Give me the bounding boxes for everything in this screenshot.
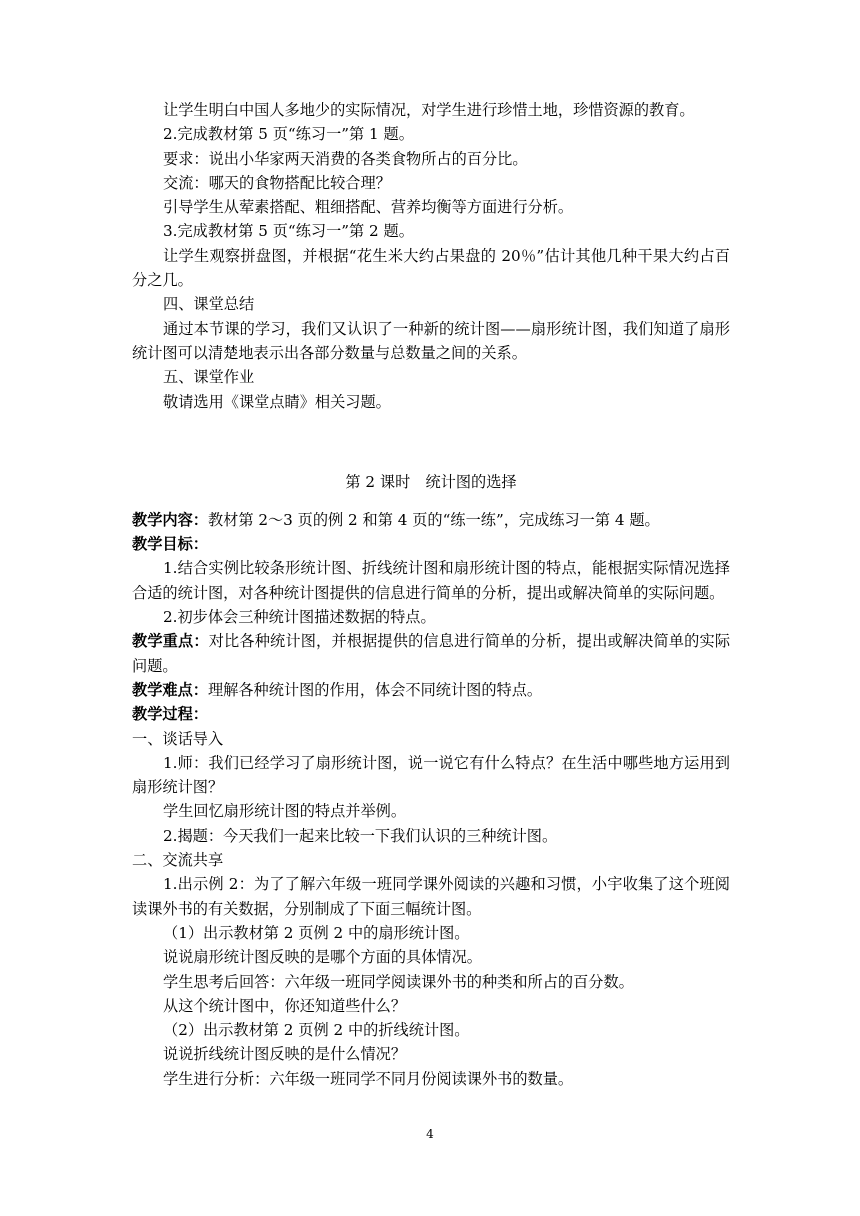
paragraph: 学生思考后回答：六年级一班同学阅读课外书的种类和所占的百分数。 xyxy=(163,972,634,991)
paragraph: 交流：哪天的食物搭配比较合理？ xyxy=(163,173,391,192)
paragraph: 2.完成教材第 5 页“练习一”第 1 题。 xyxy=(163,125,414,144)
spacer xyxy=(132,414,730,470)
document-page xyxy=(132,98,730,1091)
paragraph: 说说折线统计图反映的是什么情况？ xyxy=(163,1045,406,1064)
paragraph: 让学生明白中国人多地少的实际情况，对学生进行珍惜土地，珍惜资源的教育。 xyxy=(163,101,695,119)
page-number: 4 xyxy=(426,1127,434,1141)
section-heading: 二、交流共享 xyxy=(132,851,224,870)
key-line xyxy=(132,629,730,678)
content-text: 教材第 2～3 页的例 2 和第 4 页的“练一练”，完成练习一第 4 题。 xyxy=(207,510,660,529)
section-heading: 四、课堂总结 xyxy=(163,295,255,314)
paragraph: 1.师：我们已经学习了扇形统计图，说一说它有什么特点？在生活中哪些地方运用到扇形统计图？ xyxy=(132,753,730,797)
paragraph: 3.完成教材第 5 页“练习一”第 2 题。 xyxy=(163,222,414,241)
difficulty-line xyxy=(132,678,730,702)
paragraph: 1.出示例 2：为了了解六年级一班同学课外阅读的兴趣和习惯，小宇收集了这个班阅读课外书的有关数据，分别制成了下面三幅统计图。 xyxy=(132,875,730,918)
process-label: 教学过程： xyxy=(132,705,208,724)
paragraph: 从这个统计图中，你还知道些什么？ xyxy=(163,996,406,1015)
paragraph: 2.揭题：今天我们一起来比较一下我们认识的三种统计图。 xyxy=(163,826,558,845)
difficulty-label: 教学难点： xyxy=(132,680,208,699)
paragraph: 学生回忆扇形统计图的特点并举例。 xyxy=(163,802,406,821)
paragraph: 学生进行分析：六年级一班同学不同月份阅读课外书的数量。 xyxy=(163,1069,574,1088)
paragraph: 引导学生从荤素搭配、粗细搭配、营养均衡等方面进行分析。 xyxy=(163,198,574,217)
paragraph: 要求：说出小华家两天消费的各类食物所占的百分比。 xyxy=(163,149,528,168)
section-heading: 一、谈话导入 xyxy=(132,729,224,748)
paragraph: 通过本节课的学习，我们又认识了一种新的统计图——扇形统计图，我们知道了扇形统计图可以清楚地表示出各部分数量与总数量之间的关系。 xyxy=(132,319,730,362)
goals-label: 教学目标： xyxy=(132,535,208,554)
paragraph: 让学生观察拼盘图，并根据“花生米大约占果盘的 20％”估计其他几种干果大约占百分之几。 xyxy=(132,246,730,290)
section-heading: 五、课堂作业 xyxy=(163,368,255,387)
goal-item: 2.初步体会三种统计图描述数据的特点。 xyxy=(163,608,436,627)
key-label: 教学重点： xyxy=(132,632,209,651)
paragraph: 敬请选用《课堂点睛》相关习题。 xyxy=(163,392,391,411)
difficulty-text: 理解各种统计图的作用，体会不同统计图的特点。 xyxy=(207,680,543,699)
goal-item: 1.结合实例比较条形统计图、折线统计图和扇形统计图的特点，能根据实际情况选择合适的统计图，对各种统计图提供的信息进行简单的分析，提出或解决简单的实际问题。 xyxy=(132,559,730,602)
key-text: 对比各种统计图，并根据提供的信息进行简单的分析，提出或解决简单的实际问题。 xyxy=(132,632,731,675)
spacer xyxy=(132,494,730,508)
paragraph: （1）出示教材第 2 页例 2 中的扇形统计图。 xyxy=(163,923,470,942)
content-label: 教学内容： xyxy=(132,510,208,529)
lesson-title: 第 2 课时 统计图的选择 xyxy=(345,472,517,491)
paragraph: 说说扇形统计图反映的是哪个方面的具体情况。 xyxy=(163,948,482,967)
paragraph: （2）出示教材第 2 页例 2 中的折线统计图。 xyxy=(163,1021,470,1040)
content-line xyxy=(132,508,730,532)
